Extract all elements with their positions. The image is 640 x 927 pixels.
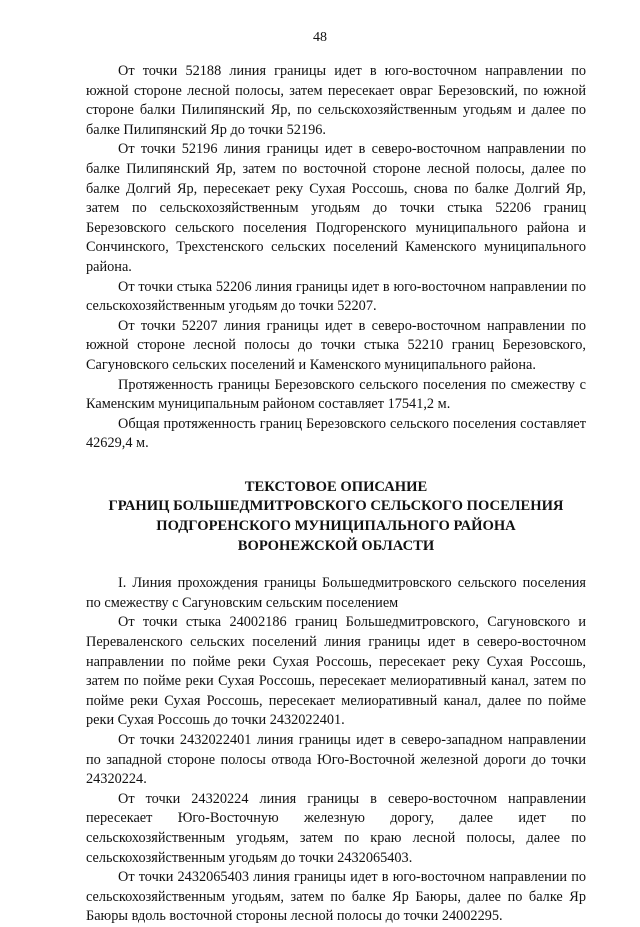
heading-line: ПОДГОРЕНСКОГО МУНИЦИПАЛЬНОГО РАЙОНА — [156, 518, 516, 535]
heading-line: ТЕКСТОВОЕ ОПИСАНИЕ — [244, 478, 428, 495]
paragraph: От точки стыка 52206 линия границы идет в юго-восточном направлении по сельскохозяйственным угодьям до точки 52207. — [86, 278, 586, 315]
heading-line: ВОРОНЕЖСКОЙ ОБЛАСТИ — [237, 537, 435, 554]
section-heading — [86, 478, 586, 556]
paragraph: От точки 52207 линия границы идет в северо-восточном направлении по южной стороне лесной полосы до точки стыка 52210 границ Березовского, Сагуновского сельских поселений и Каменского муниципального района. — [86, 317, 586, 373]
heading-line: ГРАНИЦ БОЛЬШЕДМИТРОВСКОГО СЕЛЬСКОГО ПОСЕЛЕНИЯ — [108, 498, 564, 515]
paragraph: От точки 52188 линия границы идет в юго-восточном направлении по южной стороне лесной полосы, затем пересекает овраг Березовский, по южной стороне балки Пилипянский Яр, по сельскохозяйственным угодьям и далее по балке Пилипянский Яр до точки 52196. — [86, 63, 586, 138]
paragraph: От точки 2432022401 линия границы идет в северо-западном направлении по западной стороне полосы отвода Юго-Восточной железной дороги до точки 24320224. — [86, 732, 586, 788]
paragraph: I. Линия прохождения границы Большедмитровского сельского поселения по смежеству с Сагуновским сельским поселением — [86, 575, 586, 611]
paragraph: От точки 2432065403 линия границы идет в юго-восточном направлении по сельскохозяйственным угодьям, затем по балке Яр Баюры, далее по балке Яр Баюры вдоль восточной стороны лесной полосы до точки 24002295. — [86, 869, 586, 925]
paragraph: От точки 52196 линия границы идет в северо-восточном направлении по балке Пилипянский Яр, затем по восточной стороне лесной полосы, далее по балке Долгий Яр, пересекает реку Сухая Россошь, снова по балке Долгий Яр, затем по сельскохозяйственным угодьям до точки стыка 52206 границ Березовского сельского поселения Подгоренского муниципального района и Сончинского, Трехстенского сельских поселений Каменского муниципального района. — [86, 141, 586, 275]
page-number: 48 — [313, 30, 327, 45]
paragraph: От точки 24320224 линия границы в северо-восточном направлении пересекает Юго-Восточную железную дорогу, далее идет по сельскохозяйственным угодьям, затем по краю лесной полосы, далее по сельскохозяйственным угодьям до точки 2432065403. — [86, 790, 586, 866]
paragraph: Общая протяженность границ Березовского сельского поселения составляет 42629,4 м. — [86, 415, 586, 452]
page-content — [86, 62, 586, 927]
paragraph: От точки стыка 24002186 границ Большедмитровского, Сагуновского и Переваленского сельских поселений линия границы идет в северо-восточном направлении по пойме реки Сухая Россошь, пересекает реку Сухая Россошь, затем по пойме реки Сухая Россошь, пересекает мелиоративный канал, затем по пойме реки Сухая Россошь, пересекает мелиоративный канал, далее по пойме реки Сухая Россошь до точки 2432022401. — [86, 614, 586, 729]
paragraph: Протяженность границы Березовского сельского поселения по смежеству с Каменским муниципальным районом составляет 17541,2 м. — [86, 376, 586, 413]
